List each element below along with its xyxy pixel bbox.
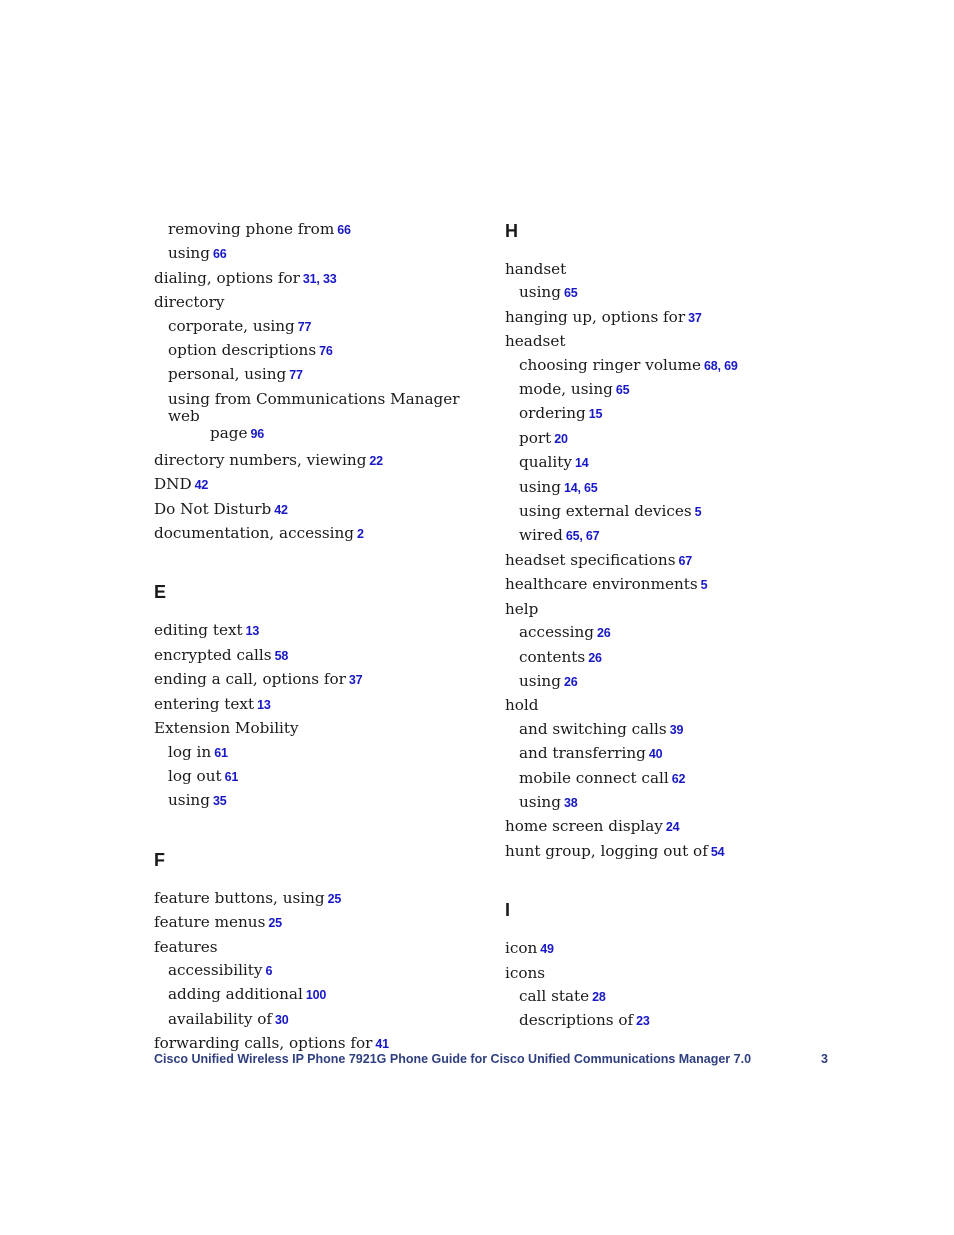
page-reference-link[interactable]: 61 [214,745,228,760]
index-entry-text: using [519,477,561,496]
index-entry-text: quality [519,453,572,472]
index-entry [505,549,835,573]
page-reference-link[interactable]: 54 [710,844,725,859]
index-subentry [505,476,835,500]
index-entry-text: dialing, options for [154,268,300,287]
index-entry-text: corporate, using [168,316,295,335]
index-entry-text: descriptions of [519,1011,634,1030]
index-subentry [505,646,835,670]
index-entry-text: adding additional [168,985,303,1004]
page-reference-link[interactable]: 35 [212,794,227,809]
index-entry-text: directory [154,293,225,312]
index-subentry [154,218,484,242]
index-entry-text: forwarding calls, options for [154,1034,373,1053]
index-subentry [505,767,835,791]
page-reference-link[interactable]: 66 [212,247,227,262]
index-subentry [154,363,484,387]
page-reference-link[interactable]: 25 [327,891,342,906]
index-entry-text: home screen display [505,817,663,836]
index-entry-text: directory numbers, viewing [154,450,367,469]
page-reference-link[interactable]: 37 [348,673,363,688]
index-entry [154,449,484,473]
page-reference-link[interactable]: 100 [305,988,327,1003]
index-entry [505,573,835,597]
page-reference-link[interactable]: 26 [597,626,611,641]
page-reference-link[interactable]: 61 [224,769,239,784]
index-subentry [154,741,484,765]
index-entry [154,668,484,692]
index-entry-text: call state [519,986,590,1005]
index-subentry [154,1008,484,1032]
index-subentry [154,339,484,363]
index-entry [154,936,484,959]
index-entry-text: and switching calls [519,719,667,738]
page-reference-link[interactable]: 24 [665,820,680,835]
index-entry-text: wired [519,526,563,545]
index-entry-text: entering text [154,694,255,713]
index-entry-text: using [519,283,561,302]
index-subentry [505,281,835,305]
index-entry-text: feature menus [154,913,266,932]
index-entry-text: headset specifications [505,550,676,569]
index-entry [154,267,484,291]
index-entry-text: availability of [168,1009,273,1028]
index-entry-text: feature buttons, using [154,888,325,907]
page-reference-link[interactable]: 22 [369,453,383,468]
index-entry-text: option descriptions [168,341,317,360]
index-entry-text: using [519,671,561,690]
index-entry [505,937,835,961]
page-footer [154,1052,828,1066]
index-group-e [154,619,484,813]
index-subentry [505,621,835,645]
page-reference-link[interactable]: 76 [319,344,333,359]
page-reference-link[interactable]: 2 [357,527,364,542]
index-subentry [154,959,484,983]
index-entry-text: icon [505,939,538,958]
index-subentry [505,985,835,1009]
page-reference-link[interactable]: 14 [574,456,589,471]
index-entry-text: mobile connect call [519,768,669,787]
section-heading-e: E [154,582,167,603]
page-reference-link[interactable]: 65 [563,286,578,301]
index-subentry [154,242,484,266]
index-entry-text: features [154,937,218,956]
page-reference-link[interactable]: 26 [563,674,578,689]
index-entry-text: hunt group, logging out of [505,841,708,860]
index-entry-text: using [168,791,210,810]
index-entry-text: documentation, accessing [154,524,355,543]
index-entry-text: log out [168,766,222,785]
page-reference-link[interactable]: 31, 33 [302,271,337,286]
index-column-right [505,218,835,1034]
page-reference-link[interactable]: 41 [375,1037,389,1052]
page-reference-link[interactable]: 39 [669,722,684,737]
index-subentry [505,354,835,378]
index-entry-text: Extension Mobility [154,719,299,738]
index-entry [154,291,484,314]
index-entry-text: mode, using [519,380,613,399]
page-number: 3 [821,1052,828,1066]
page-reference-link[interactable]: 15 [588,407,603,422]
index-entry [154,887,484,911]
index-entry-text: accessing [519,623,595,642]
index-entry-text: hanging up, options for [505,307,686,326]
page-reference-link[interactable]: 67 [678,553,693,568]
index-entry [505,840,835,864]
index-entry [505,962,835,985]
page-reference-link[interactable]: 20 [554,431,568,446]
index-entry [505,694,835,717]
index-entry-text: DND [154,475,192,494]
index-entry-text: using [168,244,210,263]
section-heading-i: I [505,900,511,921]
page-reference-link[interactable]: 5 [694,505,702,520]
index-subentry [505,378,835,402]
index-entry-text: removing phone from [168,220,335,238]
page-reference-link[interactable]: 30 [275,1012,289,1027]
index-entry [154,619,484,643]
index-entry [505,330,835,353]
index-subentry [505,742,835,766]
page-reference-link[interactable]: 26 [588,650,602,665]
index-subentry [505,500,835,524]
page-reference-link[interactable]: 40 [648,747,663,762]
index-group-d [154,218,484,388]
index-entry [505,306,835,330]
page-reference-link[interactable]: 13 [245,624,260,639]
page-reference-link[interactable]: 38 [563,795,578,810]
index-entry-text: ordering [519,404,586,423]
page-reference-link[interactable]: 77 [289,368,303,383]
index-subentry [505,427,835,451]
index-group-h [505,258,835,864]
page-reference-link[interactable]: 6 [265,963,273,978]
index-entry [154,473,484,497]
index-entry-text: and transferring [519,744,646,763]
page-reference-link[interactable]: 14, 65 [563,480,598,495]
index-entry-text: personal, using [168,365,287,384]
index-entry [505,598,835,621]
index-subentry [505,451,835,475]
index-column-left [154,218,484,1057]
page-reference-link[interactable]: 77 [297,319,312,334]
index-subentry [154,789,484,813]
index-entry [154,388,484,443]
page-reference-link[interactable]: 23 [636,1014,650,1029]
page-reference-link[interactable]: 25 [268,916,282,931]
page-reference-link[interactable]: 65, 67 [565,529,600,544]
index-entry-text: choosing ringer volume [519,355,702,374]
index-entry-text: hold [505,696,539,715]
page-reference-link[interactable]: 49 [540,942,554,957]
page-reference-link[interactable]: 5 [700,578,708,593]
index-entry-text: port [519,428,552,447]
footer-title: Cisco Unified Wireless IP Phone 7921G Phone Guide for Cisco Unified Communications Manager 7.0 [154,1052,752,1066]
index-entry-text: page [210,423,248,442]
index-subentry [505,1009,835,1033]
index-entry-text: headset [505,332,566,351]
page-reference-link[interactable]: 58 [274,648,289,663]
index-subentry [154,983,484,1007]
page-reference-link[interactable]: 62 [671,771,686,786]
page-reference-link[interactable]: 28 [592,989,606,1004]
page-reference-link[interactable]: 42 [194,478,209,493]
index-entry-text: encrypted calls [154,645,272,664]
index-subentry [154,765,484,789]
section-heading-h: H [505,221,518,241]
page-reference-link[interactable]: 96 [250,426,265,441]
index-group-f [154,887,484,1057]
index-entry-text: Do Not Disturb [154,499,272,518]
index-subentry [505,402,835,426]
index-entry-text: using from Communications Manager web [168,389,460,425]
section-heading-f: F [154,849,165,870]
index-group-i [505,937,835,1034]
index-entry-text: help [505,599,539,618]
page-reference-link[interactable]: 13 [257,697,271,712]
index-entry-text: accessibility [168,960,263,979]
page-reference-link[interactable]: 37 [688,310,702,325]
index-entry-text: icons [505,963,546,982]
index-entry [505,258,835,281]
index-entry-text: using external devices [519,502,692,521]
index-subentry [505,791,835,815]
index-entry [505,815,835,839]
index-entry-text: healthcare environments [505,575,698,594]
index-group-d-continued [154,449,484,547]
index-entry-text: log in [168,742,212,761]
index-entry-text: handset [505,260,567,278]
index-entry [154,644,484,668]
index-subentry [505,524,835,548]
index-subentry [505,670,835,694]
index-subentry [505,718,835,742]
index-entry [154,498,484,522]
page-reference-link[interactable]: 68, 69 [704,358,738,373]
index-entry-text: ending a call, options for [154,670,346,689]
page-reference-link[interactable]: 65 [615,383,630,398]
index-entry [154,693,484,717]
page-reference-link[interactable]: 42 [274,502,288,517]
index-entry [154,522,484,546]
index-entry-text: editing text [154,621,243,640]
index-entry [154,911,484,935]
index-subentry [154,315,484,339]
index-entry-text: contents [519,647,586,666]
page-reference-link[interactable]: 66 [337,223,351,237]
index-entry-text: using [519,792,561,811]
index-entry [154,717,484,740]
